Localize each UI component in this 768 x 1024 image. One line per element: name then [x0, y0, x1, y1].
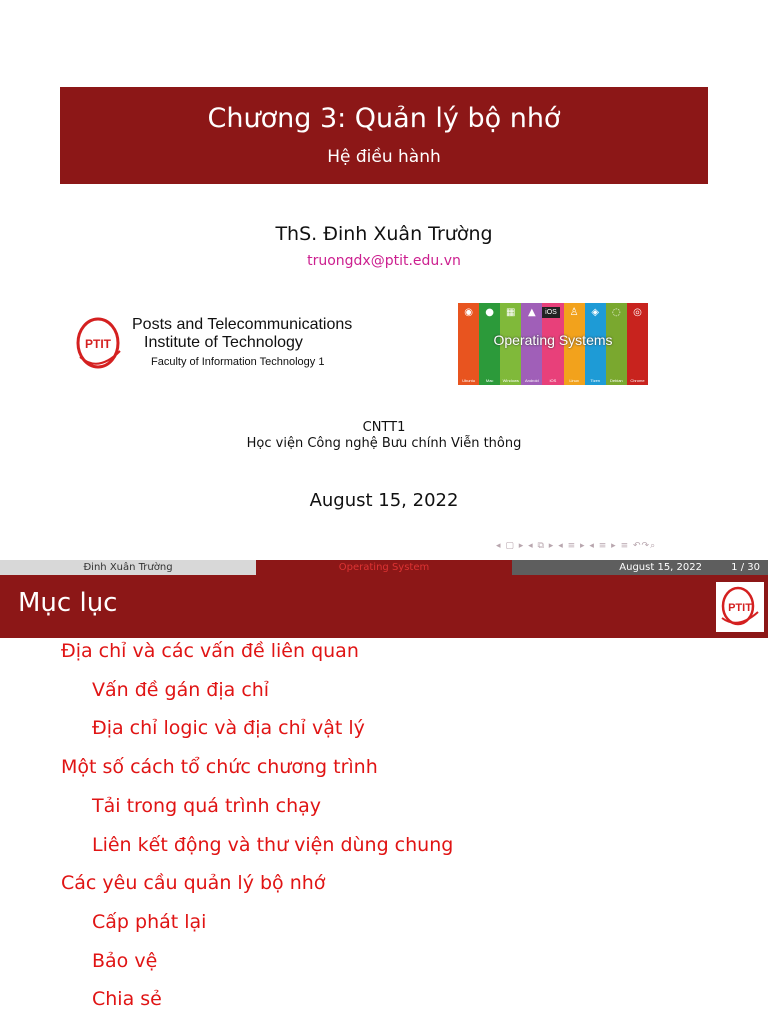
ptit-small-emblem-icon	[716, 582, 764, 632]
toc-subsection-link[interactable]: Địa chỉ logic và địa chỉ vật lý	[92, 717, 365, 740]
ptit-logo-line2: Institute of Technology	[144, 334, 303, 351]
ios-label: iOS	[542, 307, 560, 318]
os-stripe-label: Ubuntu	[462, 378, 475, 383]
ptit-emblem-text: PTIT	[85, 337, 111, 351]
slide-footer	[0, 560, 768, 575]
slide-subtitle: Hệ điều hành	[327, 147, 441, 167]
title-banner	[60, 87, 708, 184]
author-email-link[interactable]: truongdx@ptit.edu.vn	[307, 253, 461, 269]
ptit-logo	[72, 307, 368, 383]
ubuntu-icon: ◉	[464, 307, 473, 318]
os-stripe-label: Debian	[609, 378, 623, 383]
operating-systems-banner	[458, 303, 648, 385]
beamer-navigation	[496, 541, 766, 555]
nav-prev-subsection-icon[interactable]: ◂ ⧉ ▸	[528, 541, 555, 551]
apple-icon: ●	[485, 307, 495, 318]
toc-section-link[interactable]: Các yêu cầu quản lý bộ nhớ	[61, 872, 326, 895]
ptit-emblem-icon	[72, 307, 128, 377]
os-stripe-label: Mac	[485, 378, 494, 383]
ptit-logo-line1: Posts and Telecommunications	[132, 316, 353, 333]
os-banner-title: Operating Systems	[493, 332, 613, 348]
os-stripe-label: Windows	[502, 378, 519, 383]
author-name: ThS. Đinh Xuân Trường	[275, 223, 493, 245]
ptit-small-emblem-text: PTIT	[728, 602, 752, 614]
toc-subsection-link[interactable]: Cấp phát lại	[92, 910, 207, 933]
toc-subsection-link[interactable]: Liên kết động và thư viện dùng chung	[92, 833, 454, 856]
nav-section-icon[interactable]: ◂ ≡ ▸	[558, 541, 586, 551]
os-stripe-label: Android	[524, 378, 539, 383]
slide-title: Chương 3: Quản lý bộ nhớ	[207, 103, 561, 134]
presentation-date: August 15, 2022	[309, 490, 459, 511]
contents-title: Mục lục	[18, 588, 118, 618]
nav-outline-icon[interactable]: ≡	[620, 541, 630, 551]
toc-section-link[interactable]: Một số cách tổ chức chương trình	[61, 756, 378, 779]
tizen-icon: ◈	[591, 307, 600, 318]
footer-date: August 15, 2022	[619, 562, 702, 573]
toc-subsection-link[interactable]: Tải trong quá trình chạy	[92, 794, 322, 817]
footer-page-number: 1 / 30	[731, 562, 760, 573]
os-stripe-label: Linux	[569, 378, 579, 383]
windows-icon: ▦	[506, 307, 516, 318]
nav-subsection-icon[interactable]: ◂ ≡ ▸	[589, 541, 617, 551]
os-stripe-label: Tizen	[590, 378, 601, 383]
chrome-icon: ◎	[633, 307, 642, 318]
os-stripe-label: Chrome	[630, 378, 645, 383]
toc-section-link[interactable]: Địa chỉ và các vấn đề liên quan	[61, 640, 359, 662]
nav-prev-frame-icon[interactable]: ◂ ▢ ▸	[496, 541, 525, 551]
footer-info	[512, 560, 768, 575]
ptit-small-logo	[716, 582, 764, 632]
nav-search-icon[interactable]: ↶↷⌕	[633, 541, 657, 551]
android-icon: ▲	[528, 307, 536, 318]
org-full-name: Học viện Công nghệ Bưu chính Viễn thông	[246, 436, 522, 451]
toc-subsection-link[interactable]: Bảo vệ	[92, 949, 158, 972]
toc-subsection-link[interactable]: Vấn đề gán địa chỉ	[92, 678, 270, 701]
org-short-name: CNTT1	[362, 420, 406, 435]
ptit-logo-line3: Faculty of Information Technology 1	[151, 356, 325, 368]
toc-subsection-link[interactable]: Chia sẻ	[92, 988, 162, 1011]
footer-course: Operating System	[256, 560, 512, 575]
debian-icon: ◌	[611, 307, 621, 318]
tux-icon: ♙	[569, 307, 579, 318]
os-stripe-label: iOS	[549, 378, 557, 383]
footer-author: Đinh Xuân Trường	[0, 560, 256, 575]
contents-header	[0, 575, 768, 638]
